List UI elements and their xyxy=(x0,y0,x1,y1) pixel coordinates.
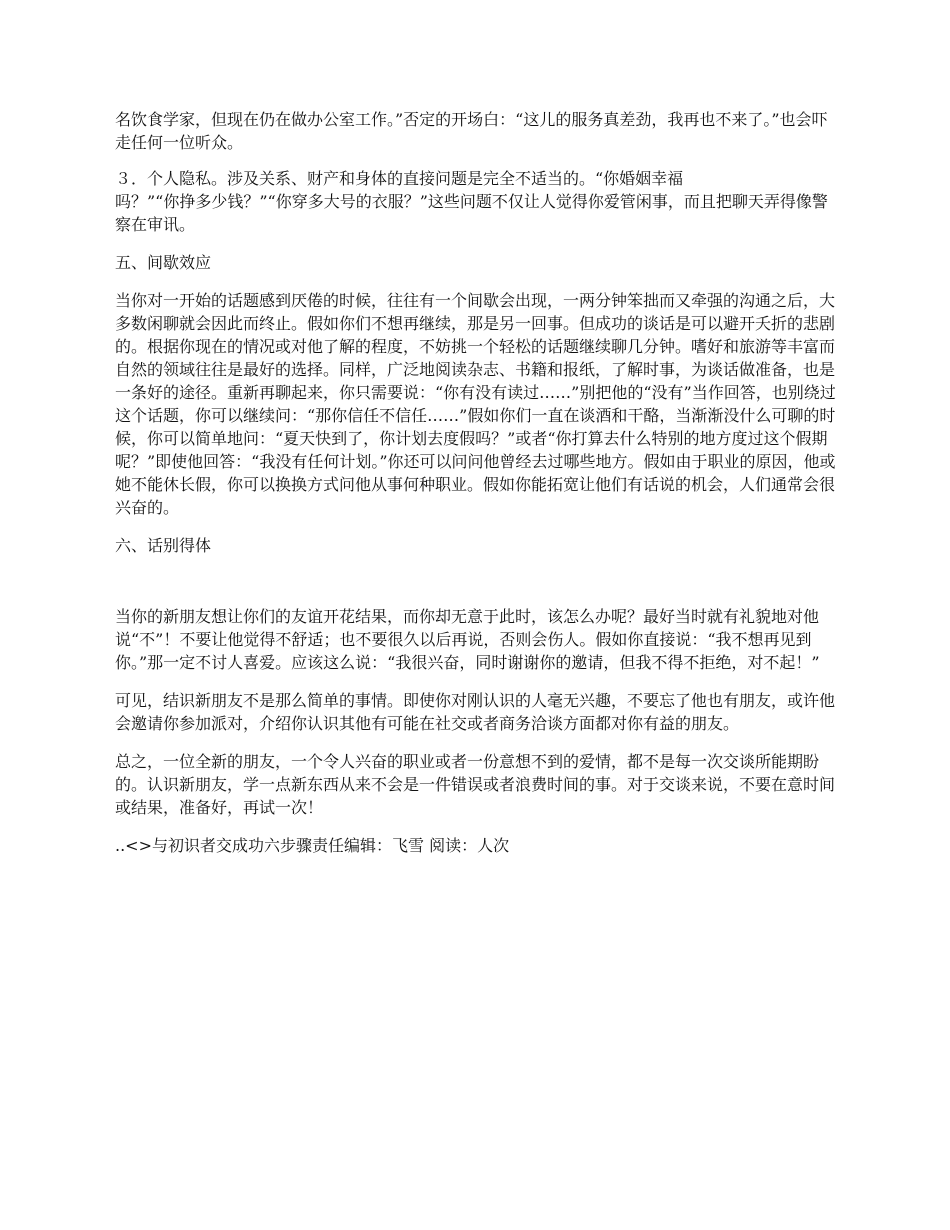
editor-footer: ..<>与初识者交成功六步骤责任编辑：飞雪 阅读：人次 xyxy=(115,836,510,855)
paragraph-opening-remarks: 名饮食学家，但现在仍在做办公室工作。”否定的开场白：“这儿的服务真差劲，我再也不来了。”也会吓走任何一位听众。 xyxy=(115,110,828,152)
section-heading-5: 五、间歇效应 xyxy=(115,253,212,272)
paragraph-farewell: 当你的新朋友想让你们的友谊开花结果，而你却无意于此时，该怎么办呢？最好当时就有礼貌地对他说“不”！不要让他觉得不舒适；也不要很久以后再说，否则会伤人。假如你直接说：“我不想再见到你。”那一定不讨人喜爱。应该这么说：“我很兴奋，同时谢谢你的邀请，但我不得不拒绝，对不起！” xyxy=(115,607,820,672)
paragraph-conclusion: 总之，一位全新的朋友，一个令人兴奋的职业或者一份意想不到的爱情，都不是每一次交谈所能期盼的。认识新朋友，学一点新东西从来不会是一件错误或者浪费时间的事。对于交谈来说，不要在意时间或结果，准备好，再试一次！ xyxy=(115,752,836,817)
document-body xyxy=(115,108,840,857)
paragraph-intermission: 当你对一开始的话题感到厌倦的时候，往往有一个间歇会出现，一两分钟笨拙而又牵强的沟通之后，大多数闲聊就会因此而终止。假如你们不想再继续，那是另一回事。但成功的谈话是可以避开夭折的悲剧的。根据你现在的情况或对他了解的程度，不妨挑一个轻松的话题继续聊几分钟。嗜好和旅游等丰富而自然的领域往往是最好的选择。同样，广泛地阅读杂志、书籍和报纸，了解时事，为谈话做准备，也是一条好的途径。重新再聊起来，你只需要说：“你有没有读过……”别把他的“没有”当作回答，也别绕过这个话题，你可以继续问：“那你信任不信任……”假如你们一直在谈酒和干酪，当渐渐没什么可聊的时候，你可以简单地问：“夏天快到了，你计划去度假吗？”或者“你打算去什么特别的地方度过这个假期呢？”即使他回答：“我没有任何计划。”你还可以问问他曾经去过哪些地方。假如由于职业的原因，他或她不能休长假，你可以换换方式问他从事何种职业。假如你能拓宽让他们有话说的机会，人们通常会很兴奋的。 xyxy=(115,291,836,517)
section-heading-6: 六、话别得体 xyxy=(115,536,212,555)
paragraph-privacy: ３．个人隐私。涉及关系、财产和身体的直接问题是完全不适当的。“你婚姻幸福 吗？”“你挣多少钱？”“你穿多大号的衣服？”这些问题不仅让人觉得你爱管闲事，而且把聊天弄得像警察在审讯。 xyxy=(115,169,828,234)
paragraph-new-friends: 可见，结识新朋友不是那么简单的事情。即使你对刚认识的人毫无兴趣，不要忘了他也有朋友，或许他会邀请你参加派对，介绍你认识其他有可能在社交或者商务洽谈方面都对你有益的朋友。 xyxy=(115,691,836,733)
